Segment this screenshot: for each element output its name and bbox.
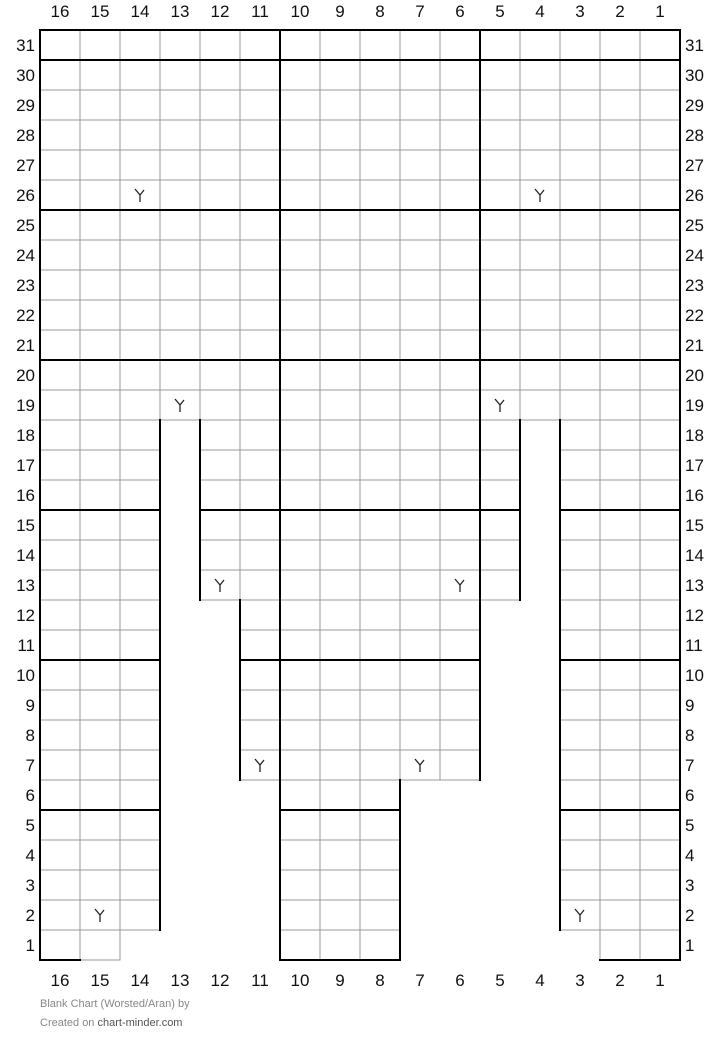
column-label-top: 8 <box>375 2 385 21</box>
column-label-bottom: 15 <box>90 971 110 990</box>
chart-title: Blank Chart (Worsted/Aran) <box>40 998 175 1010</box>
row-label-left: 23 <box>16 276 35 295</box>
column-label-top: 16 <box>50 2 70 21</box>
row-label-left: 11 <box>17 636 35 655</box>
row-label-right: 2 <box>685 906 695 925</box>
row-label-left: 17 <box>16 456 35 475</box>
row-label-right: 26 <box>685 186 704 205</box>
row-label-right: 25 <box>685 216 704 235</box>
row-label-right: 24 <box>685 246 704 265</box>
row-label-left: 3 <box>25 876 35 895</box>
make-one-increase-symbol <box>255 759 264 772</box>
make-one-increase-symbol <box>415 759 424 772</box>
make-one-increase-symbol <box>175 399 184 412</box>
column-label-top: 12 <box>210 2 230 21</box>
column-label-bottom: 7 <box>415 971 425 990</box>
row-label-left: 15 <box>16 516 35 535</box>
make-one-increase-symbol <box>135 189 144 202</box>
row-label-right: 30 <box>685 66 704 85</box>
make-one-increase-symbol <box>95 909 104 922</box>
column-label-top: 4 <box>535 2 545 21</box>
row-label-right: 6 <box>685 786 695 805</box>
column-label-bottom: 9 <box>335 971 345 990</box>
row-label-right: 14 <box>685 546 704 565</box>
column-label-bottom: 2 <box>615 971 625 990</box>
row-label-right: 29 <box>685 96 704 115</box>
row-label-right: 1 <box>685 936 695 955</box>
row-label-left: 1 <box>25 936 35 955</box>
row-label-left: 30 <box>16 66 35 85</box>
row-label-left: 19 <box>16 396 35 415</box>
row-label-right: 5 <box>685 816 695 835</box>
chart-author-by: by <box>177 998 190 1010</box>
make-one-increase-symbol <box>575 909 584 922</box>
row-label-right: 7 <box>685 756 695 775</box>
row-label-left: 22 <box>16 306 35 325</box>
row-label-right: 18 <box>685 426 704 445</box>
row-label-right: 10 <box>685 666 704 685</box>
row-label-right: 11 <box>685 636 703 655</box>
row-label-right: 31 <box>685 36 704 55</box>
row-label-left: 18 <box>16 426 35 445</box>
row-label-left: 27 <box>16 156 35 175</box>
column-label-top: 6 <box>455 2 465 21</box>
column-label-bottom: 11 <box>251 971 269 990</box>
row-label-left: 26 <box>16 186 35 205</box>
row-label-left: 24 <box>16 246 35 265</box>
row-label-right: 28 <box>685 126 704 145</box>
column-label-bottom: 16 <box>50 971 70 990</box>
row-label-right: 12 <box>685 606 704 625</box>
make-one-increase-symbol <box>535 189 544 202</box>
make-one-increase-symbol <box>495 399 504 412</box>
column-label-bottom: 1 <box>655 971 665 990</box>
column-label-bottom: 5 <box>495 971 505 990</box>
row-label-right: 9 <box>685 696 695 715</box>
row-label-right: 27 <box>685 156 704 175</box>
row-label-left: 31 <box>16 36 35 55</box>
row-label-right: 21 <box>685 336 704 355</box>
row-label-left: 13 <box>16 576 35 595</box>
column-label-top: 14 <box>130 2 150 21</box>
row-label-left: 2 <box>25 906 35 925</box>
created-on-line <box>40 1017 182 1029</box>
column-label-top: 15 <box>90 2 110 21</box>
row-label-right: 22 <box>685 306 704 325</box>
row-label-left: 25 <box>16 216 35 235</box>
make-one-increase-symbol <box>455 579 464 592</box>
created-on-label: Created on <box>40 1017 95 1029</box>
row-label-left: 29 <box>16 96 35 115</box>
row-label-left: 10 <box>16 666 35 685</box>
row-label-right: 3 <box>685 876 695 895</box>
column-label-top: 2 <box>615 2 625 21</box>
column-label-bottom: 8 <box>375 971 385 990</box>
row-label-left: 28 <box>16 126 35 145</box>
site-link[interactable]: chart-minder.com <box>97 1017 183 1029</box>
column-label-bottom: 3 <box>575 971 585 990</box>
row-label-right: 8 <box>685 726 695 745</box>
row-label-left: 5 <box>25 816 35 835</box>
column-label-bottom: 13 <box>170 971 190 990</box>
row-label-right: 4 <box>685 846 695 865</box>
row-label-left: 21 <box>16 336 35 355</box>
make-one-increase-symbol <box>215 579 224 592</box>
column-label-top: 13 <box>170 2 190 21</box>
column-label-bottom: 6 <box>455 971 465 990</box>
row-label-right: 15 <box>685 516 704 535</box>
row-label-left: 6 <box>25 786 35 805</box>
row-label-right: 16 <box>685 486 704 505</box>
row-label-right: 19 <box>685 396 704 415</box>
column-label-top: 9 <box>335 2 345 21</box>
row-label-left: 9 <box>25 696 35 715</box>
column-label-top: 7 <box>415 2 425 21</box>
column-label-bottom: 12 <box>210 971 230 990</box>
row-label-left: 7 <box>25 756 35 775</box>
row-label-right: 13 <box>685 576 704 595</box>
column-label-top: 10 <box>290 2 310 21</box>
column-label-bottom: 4 <box>535 971 545 990</box>
row-label-left: 8 <box>25 726 35 745</box>
column-label-bottom: 14 <box>130 971 150 990</box>
row-label-right: 23 <box>685 276 704 295</box>
chart-title-line <box>40 998 190 1010</box>
column-label-top: 5 <box>495 2 505 21</box>
column-label-bottom: 10 <box>290 971 310 990</box>
row-label-left: 16 <box>16 486 35 505</box>
row-label-left: 14 <box>16 546 35 565</box>
column-label-top: 1 <box>655 2 665 21</box>
row-label-left: 20 <box>16 366 35 385</box>
row-label-right: 17 <box>685 456 704 475</box>
column-label-top: 11 <box>251 2 269 21</box>
row-label-left: 4 <box>25 846 35 865</box>
row-label-left: 12 <box>16 606 35 625</box>
row-label-right: 20 <box>685 366 704 385</box>
column-label-top: 3 <box>575 2 585 21</box>
